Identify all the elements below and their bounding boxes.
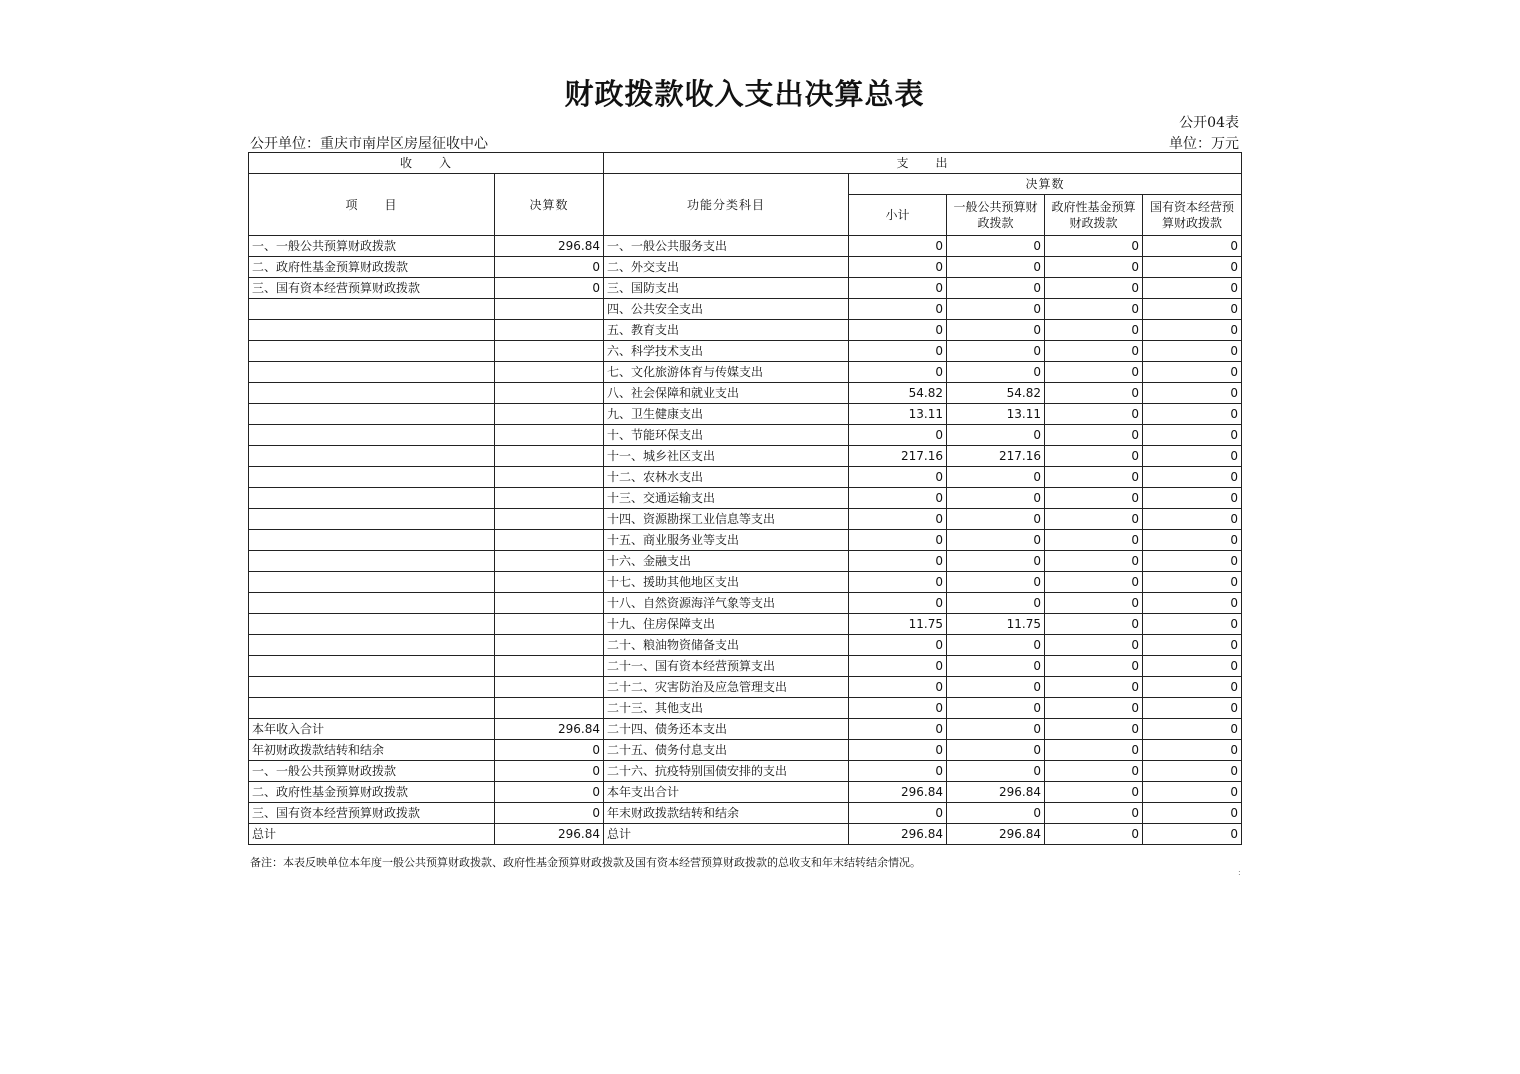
income-amount-cell xyxy=(495,572,604,593)
table-row xyxy=(249,404,1242,425)
expense-item-cell: 十九、住房保障支出 xyxy=(604,614,849,635)
state-capital-cell: 0 xyxy=(1143,425,1242,446)
table-row xyxy=(249,341,1242,362)
subtotal-cell: 0 xyxy=(849,572,947,593)
state-capital-cell: 0 xyxy=(1143,635,1242,656)
income-item-cell: 二、政府性基金预算财政拨款 xyxy=(249,782,495,803)
income-item-cell xyxy=(249,383,495,404)
subtotal-cell: 0 xyxy=(849,551,947,572)
table-row xyxy=(249,677,1242,698)
income-amount-cell xyxy=(495,509,604,530)
gov-fund-cell: 0 xyxy=(1045,362,1143,383)
general-budget-cell: 0 xyxy=(947,740,1045,761)
table-row xyxy=(249,635,1242,656)
fiscal-summary-table xyxy=(248,152,1242,845)
item-column-header: 项 目 xyxy=(249,174,495,236)
table-row xyxy=(249,509,1242,530)
subtotal-cell: 0 xyxy=(849,740,947,761)
state-capital-cell: 0 xyxy=(1143,698,1242,719)
income-item-cell xyxy=(249,404,495,425)
income-item-cell xyxy=(249,446,495,467)
table-row xyxy=(249,530,1242,551)
general-budget-cell: 0 xyxy=(947,656,1045,677)
state-capital-cell: 0 xyxy=(1143,572,1242,593)
state-capital-cell: 0 xyxy=(1143,236,1242,257)
gov-fund-cell: 0 xyxy=(1045,782,1143,803)
general-budget-cell: 0 xyxy=(947,593,1045,614)
income-amount-cell xyxy=(495,677,604,698)
general-budget-cell: 0 xyxy=(947,362,1045,383)
table-row xyxy=(249,320,1242,341)
gov-fund-cell: 0 xyxy=(1045,236,1143,257)
income-amount-cell xyxy=(495,362,604,383)
expense-item-cell: 十六、金融支出 xyxy=(604,551,849,572)
gov-fund-cell: 0 xyxy=(1045,299,1143,320)
income-item-cell: 本年收入合计 xyxy=(249,719,495,740)
page-mark: : xyxy=(1238,868,1241,877)
general-budget-cell: 0 xyxy=(947,698,1045,719)
general-budget-cell: 0 xyxy=(947,488,1045,509)
income-amount-cell xyxy=(495,551,604,572)
expense-item-cell: 十七、援助其他地区支出 xyxy=(604,572,849,593)
amount-column-header: 决算数 xyxy=(495,174,604,236)
income-item-cell xyxy=(249,698,495,719)
state-capital-cell: 0 xyxy=(1143,719,1242,740)
expense-item-cell: 五、教育支出 xyxy=(604,320,849,341)
income-item-cell: 三、国有资本经营预算财政拨款 xyxy=(249,803,495,824)
footnote: 备注：本表反映单位本年度一般公共预算财政拨款、政府性基金预算财政拨款及国有资本经营预算财政拨款的总收支和年末结转结余情况。 xyxy=(250,856,921,869)
income-amount-cell xyxy=(495,488,604,509)
income-item-cell xyxy=(249,509,495,530)
income-section-header: 收 入 xyxy=(249,153,604,174)
state-capital-cell: 0 xyxy=(1143,383,1242,404)
expense-item-cell: 八、社会保障和就业支出 xyxy=(604,383,849,404)
subtotal-cell: 0 xyxy=(849,530,947,551)
general-budget-cell: 0 xyxy=(947,635,1045,656)
general-budget-cell: 0 xyxy=(947,509,1045,530)
income-amount-cell xyxy=(495,635,604,656)
gov-fund-cell: 0 xyxy=(1045,698,1143,719)
state-capital-cell: 0 xyxy=(1143,551,1242,572)
general-budget-cell: 0 xyxy=(947,761,1045,782)
subtotal-cell: 296.84 xyxy=(849,782,947,803)
general-budget-column-header: 一般公共预算财政拨款 xyxy=(947,195,1045,236)
subtotal-cell: 0 xyxy=(849,593,947,614)
state-capital-cell: 0 xyxy=(1143,614,1242,635)
gov-fund-cell: 0 xyxy=(1045,488,1143,509)
income-item-cell: 二、政府性基金预算财政拨款 xyxy=(249,257,495,278)
table-row xyxy=(249,719,1242,740)
income-item-cell xyxy=(249,530,495,551)
expense-item-cell: 年末财政拨款结转和结余 xyxy=(604,803,849,824)
gov-fund-cell: 0 xyxy=(1045,761,1143,782)
subtotal-cell: 11.75 xyxy=(849,614,947,635)
subtotal-cell: 0 xyxy=(849,803,947,824)
gov-fund-cell: 0 xyxy=(1045,320,1143,341)
subtotal-cell: 0 xyxy=(849,761,947,782)
state-capital-cell: 0 xyxy=(1143,320,1242,341)
state-capital-cell: 0 xyxy=(1143,404,1242,425)
state-capital-cell: 0 xyxy=(1143,299,1242,320)
income-item-cell xyxy=(249,614,495,635)
general-budget-cell: 0 xyxy=(947,803,1045,824)
general-budget-cell: 11.75 xyxy=(947,614,1045,635)
income-item-cell xyxy=(249,572,495,593)
state-capital-cell: 0 xyxy=(1143,824,1242,845)
subtotal-cell: 0 xyxy=(849,677,947,698)
expense-item-cell: 七、文化旅游体育与传媒支出 xyxy=(604,362,849,383)
income-amount-cell xyxy=(495,404,604,425)
income-amount-cell: 0 xyxy=(495,782,604,803)
expense-item-cell: 十二、农林水支出 xyxy=(604,467,849,488)
subtotal-cell: 0 xyxy=(849,362,947,383)
income-amount-cell: 296.84 xyxy=(495,236,604,257)
expense-item-cell: 九、卫生健康支出 xyxy=(604,404,849,425)
expense-item-cell: 总计 xyxy=(604,824,849,845)
income-item-cell xyxy=(249,677,495,698)
gov-fund-cell: 0 xyxy=(1045,635,1143,656)
table-row xyxy=(249,362,1242,383)
income-amount-cell xyxy=(495,698,604,719)
income-amount-cell xyxy=(495,425,604,446)
expense-item-cell: 本年支出合计 xyxy=(604,782,849,803)
gov-fund-cell: 0 xyxy=(1045,677,1143,698)
table-row xyxy=(249,278,1242,299)
subtotal-cell: 0 xyxy=(849,320,947,341)
general-budget-cell: 0 xyxy=(947,530,1045,551)
state-capital-cell: 0 xyxy=(1143,278,1242,299)
table-row xyxy=(249,803,1242,824)
income-item-cell xyxy=(249,320,495,341)
table-row xyxy=(249,257,1242,278)
income-amount-cell: 0 xyxy=(495,803,604,824)
table-row xyxy=(249,488,1242,509)
gov-fund-cell: 0 xyxy=(1045,341,1143,362)
subtotal-cell: 0 xyxy=(849,278,947,299)
income-amount-cell: 0 xyxy=(495,278,604,299)
gov-fund-cell: 0 xyxy=(1045,530,1143,551)
general-budget-cell: 0 xyxy=(947,320,1045,341)
income-item-cell xyxy=(249,656,495,677)
gov-fund-cell: 0 xyxy=(1045,572,1143,593)
state-capital-cell: 0 xyxy=(1143,593,1242,614)
state-capital-cell: 0 xyxy=(1143,341,1242,362)
general-budget-cell: 0 xyxy=(947,572,1045,593)
subtotal-cell: 54.82 xyxy=(849,383,947,404)
table-row xyxy=(249,446,1242,467)
income-amount-cell: 296.84 xyxy=(495,824,604,845)
expense-item-cell: 三、国防支出 xyxy=(604,278,849,299)
income-item-cell xyxy=(249,467,495,488)
expense-item-cell: 二十五、债务付息支出 xyxy=(604,740,849,761)
expense-item-cell: 一、一般公共服务支出 xyxy=(604,236,849,257)
subtotal-cell: 217.16 xyxy=(849,446,947,467)
income-amount-cell: 0 xyxy=(495,761,604,782)
gov-fund-cell: 0 xyxy=(1045,551,1143,572)
gov-fund-column-header: 政府性基金预算财政拨款 xyxy=(1045,195,1143,236)
table-row xyxy=(249,656,1242,677)
final-account-header: 决算数 xyxy=(849,174,1242,195)
income-amount-cell xyxy=(495,383,604,404)
state-capital-cell: 0 xyxy=(1143,446,1242,467)
state-capital-cell: 0 xyxy=(1143,257,1242,278)
state-capital-cell: 0 xyxy=(1143,530,1242,551)
subtotal-cell: 0 xyxy=(849,719,947,740)
expense-item-cell: 二十三、其他支出 xyxy=(604,698,849,719)
income-amount-cell xyxy=(495,467,604,488)
income-amount-cell xyxy=(495,446,604,467)
income-amount-cell xyxy=(495,614,604,635)
gov-fund-cell: 0 xyxy=(1045,803,1143,824)
table-row xyxy=(249,824,1242,845)
expense-item-cell: 十八、自然资源海洋气象等支出 xyxy=(604,593,849,614)
subtotal-column-header: 小计 xyxy=(849,195,947,236)
gov-fund-cell: 0 xyxy=(1045,656,1143,677)
table-row xyxy=(249,614,1242,635)
subtotal-cell: 0 xyxy=(849,635,947,656)
state-capital-cell: 0 xyxy=(1143,509,1242,530)
income-item-cell xyxy=(249,635,495,656)
income-item-cell: 一、一般公共预算财政拨款 xyxy=(249,761,495,782)
subtotal-cell: 13.11 xyxy=(849,404,947,425)
income-amount-cell xyxy=(495,320,604,341)
subtotal-cell: 0 xyxy=(849,467,947,488)
subtotal-cell: 0 xyxy=(849,341,947,362)
gov-fund-cell: 0 xyxy=(1045,383,1143,404)
state-capital-cell: 0 xyxy=(1143,782,1242,803)
gov-fund-cell: 0 xyxy=(1045,719,1143,740)
subtotal-cell: 0 xyxy=(849,509,947,530)
expense-item-cell: 二十、粮油物资储备支出 xyxy=(604,635,849,656)
subtotal-cell: 0 xyxy=(849,656,947,677)
expense-item-cell: 二十二、灾害防治及应急管理支出 xyxy=(604,677,849,698)
subtotal-cell: 0 xyxy=(849,236,947,257)
gov-fund-cell: 0 xyxy=(1045,446,1143,467)
state-capital-cell: 0 xyxy=(1143,677,1242,698)
gov-fund-cell: 0 xyxy=(1045,425,1143,446)
income-amount-cell xyxy=(495,341,604,362)
state-capital-column-header: 国有资本经营预算财政拨款 xyxy=(1143,195,1242,236)
expense-item-cell: 十一、城乡社区支出 xyxy=(604,446,849,467)
function-subject-column-header: 功能分类科目 xyxy=(604,174,849,236)
general-budget-cell: 0 xyxy=(947,236,1045,257)
table-row xyxy=(249,572,1242,593)
table-row xyxy=(249,740,1242,761)
state-capital-cell: 0 xyxy=(1143,740,1242,761)
income-amount-cell xyxy=(495,656,604,677)
gov-fund-cell: 0 xyxy=(1045,404,1143,425)
subtotal-cell: 0 xyxy=(849,698,947,719)
subtotal-cell: 0 xyxy=(849,488,947,509)
gov-fund-cell: 0 xyxy=(1045,614,1143,635)
table-row xyxy=(249,551,1242,572)
expense-item-cell: 十三、交通运输支出 xyxy=(604,488,849,509)
general-budget-cell: 217.16 xyxy=(947,446,1045,467)
income-item-cell xyxy=(249,341,495,362)
table-row xyxy=(249,236,1242,257)
expense-item-cell: 十四、资源勘探工业信息等支出 xyxy=(604,509,849,530)
reporting-unit: 公开单位：重庆市南岸区房屋征收中心 xyxy=(250,136,488,152)
income-item-cell xyxy=(249,299,495,320)
table-row xyxy=(249,761,1242,782)
general-budget-cell: 0 xyxy=(947,278,1045,299)
expense-section-header: 支 出 xyxy=(604,153,1242,174)
income-amount-cell: 0 xyxy=(495,257,604,278)
gov-fund-cell: 0 xyxy=(1045,740,1143,761)
income-amount-cell xyxy=(495,593,604,614)
expense-item-cell: 二十四、债务还本支出 xyxy=(604,719,849,740)
state-capital-cell: 0 xyxy=(1143,467,1242,488)
general-budget-cell: 0 xyxy=(947,677,1045,698)
general-budget-cell: 0 xyxy=(947,425,1045,446)
subtotal-cell: 0 xyxy=(849,425,947,446)
income-item-cell: 年初财政拨款结转和结余 xyxy=(249,740,495,761)
general-budget-cell: 54.82 xyxy=(947,383,1045,404)
income-item-cell: 一、一般公共预算财政拨款 xyxy=(249,236,495,257)
gov-fund-cell: 0 xyxy=(1045,509,1143,530)
general-budget-cell: 0 xyxy=(947,551,1045,572)
gov-fund-cell: 0 xyxy=(1045,257,1143,278)
income-item-cell: 总计 xyxy=(249,824,495,845)
expense-item-cell: 六、科学技术支出 xyxy=(604,341,849,362)
income-item-cell xyxy=(249,362,495,383)
gov-fund-cell: 0 xyxy=(1045,467,1143,488)
form-number: 公开04表 xyxy=(1179,115,1239,131)
state-capital-cell: 0 xyxy=(1143,656,1242,677)
income-amount-cell xyxy=(495,299,604,320)
gov-fund-cell: 0 xyxy=(1045,278,1143,299)
table-row xyxy=(249,383,1242,404)
general-budget-cell: 0 xyxy=(947,299,1045,320)
gov-fund-cell: 0 xyxy=(1045,593,1143,614)
state-capital-cell: 0 xyxy=(1143,761,1242,782)
income-item-cell xyxy=(249,425,495,446)
expense-item-cell: 十、节能环保支出 xyxy=(604,425,849,446)
general-budget-cell: 13.11 xyxy=(947,404,1045,425)
general-budget-cell: 296.84 xyxy=(947,782,1045,803)
currency-unit: 单位：万元 xyxy=(1169,136,1239,152)
table-row xyxy=(249,593,1242,614)
income-amount-cell: 296.84 xyxy=(495,719,604,740)
subtotal-cell: 0 xyxy=(849,299,947,320)
expense-item-cell: 二、外交支出 xyxy=(604,257,849,278)
general-budget-cell: 0 xyxy=(947,257,1045,278)
table-row xyxy=(249,299,1242,320)
general-budget-cell: 0 xyxy=(947,467,1045,488)
income-item-cell xyxy=(249,593,495,614)
income-item-cell: 三、国有资本经营预算财政拨款 xyxy=(249,278,495,299)
income-amount-cell xyxy=(495,530,604,551)
gov-fund-cell: 0 xyxy=(1045,824,1143,845)
expense-item-cell: 十五、商业服务业等支出 xyxy=(604,530,849,551)
general-budget-cell: 0 xyxy=(947,719,1045,740)
expense-item-cell: 二十一、国有资本经营预算支出 xyxy=(604,656,849,677)
table-body xyxy=(249,236,1242,845)
table-row xyxy=(249,467,1242,488)
subtotal-cell: 296.84 xyxy=(849,824,947,845)
income-item-cell xyxy=(249,488,495,509)
expense-item-cell: 二十六、抗疫特别国债安排的支出 xyxy=(604,761,849,782)
general-budget-cell: 0 xyxy=(947,341,1045,362)
state-capital-cell: 0 xyxy=(1143,362,1242,383)
table-row xyxy=(249,698,1242,719)
page-title: 财政拨款收入支出决算总表 xyxy=(564,77,925,111)
subtotal-cell: 0 xyxy=(849,257,947,278)
general-budget-cell: 296.84 xyxy=(947,824,1045,845)
income-amount-cell: 0 xyxy=(495,740,604,761)
state-capital-cell: 0 xyxy=(1143,803,1242,824)
state-capital-cell: 0 xyxy=(1143,488,1242,509)
table-row xyxy=(249,425,1242,446)
table-row xyxy=(249,782,1242,803)
expense-item-cell: 四、公共安全支出 xyxy=(604,299,849,320)
income-item-cell xyxy=(249,551,495,572)
